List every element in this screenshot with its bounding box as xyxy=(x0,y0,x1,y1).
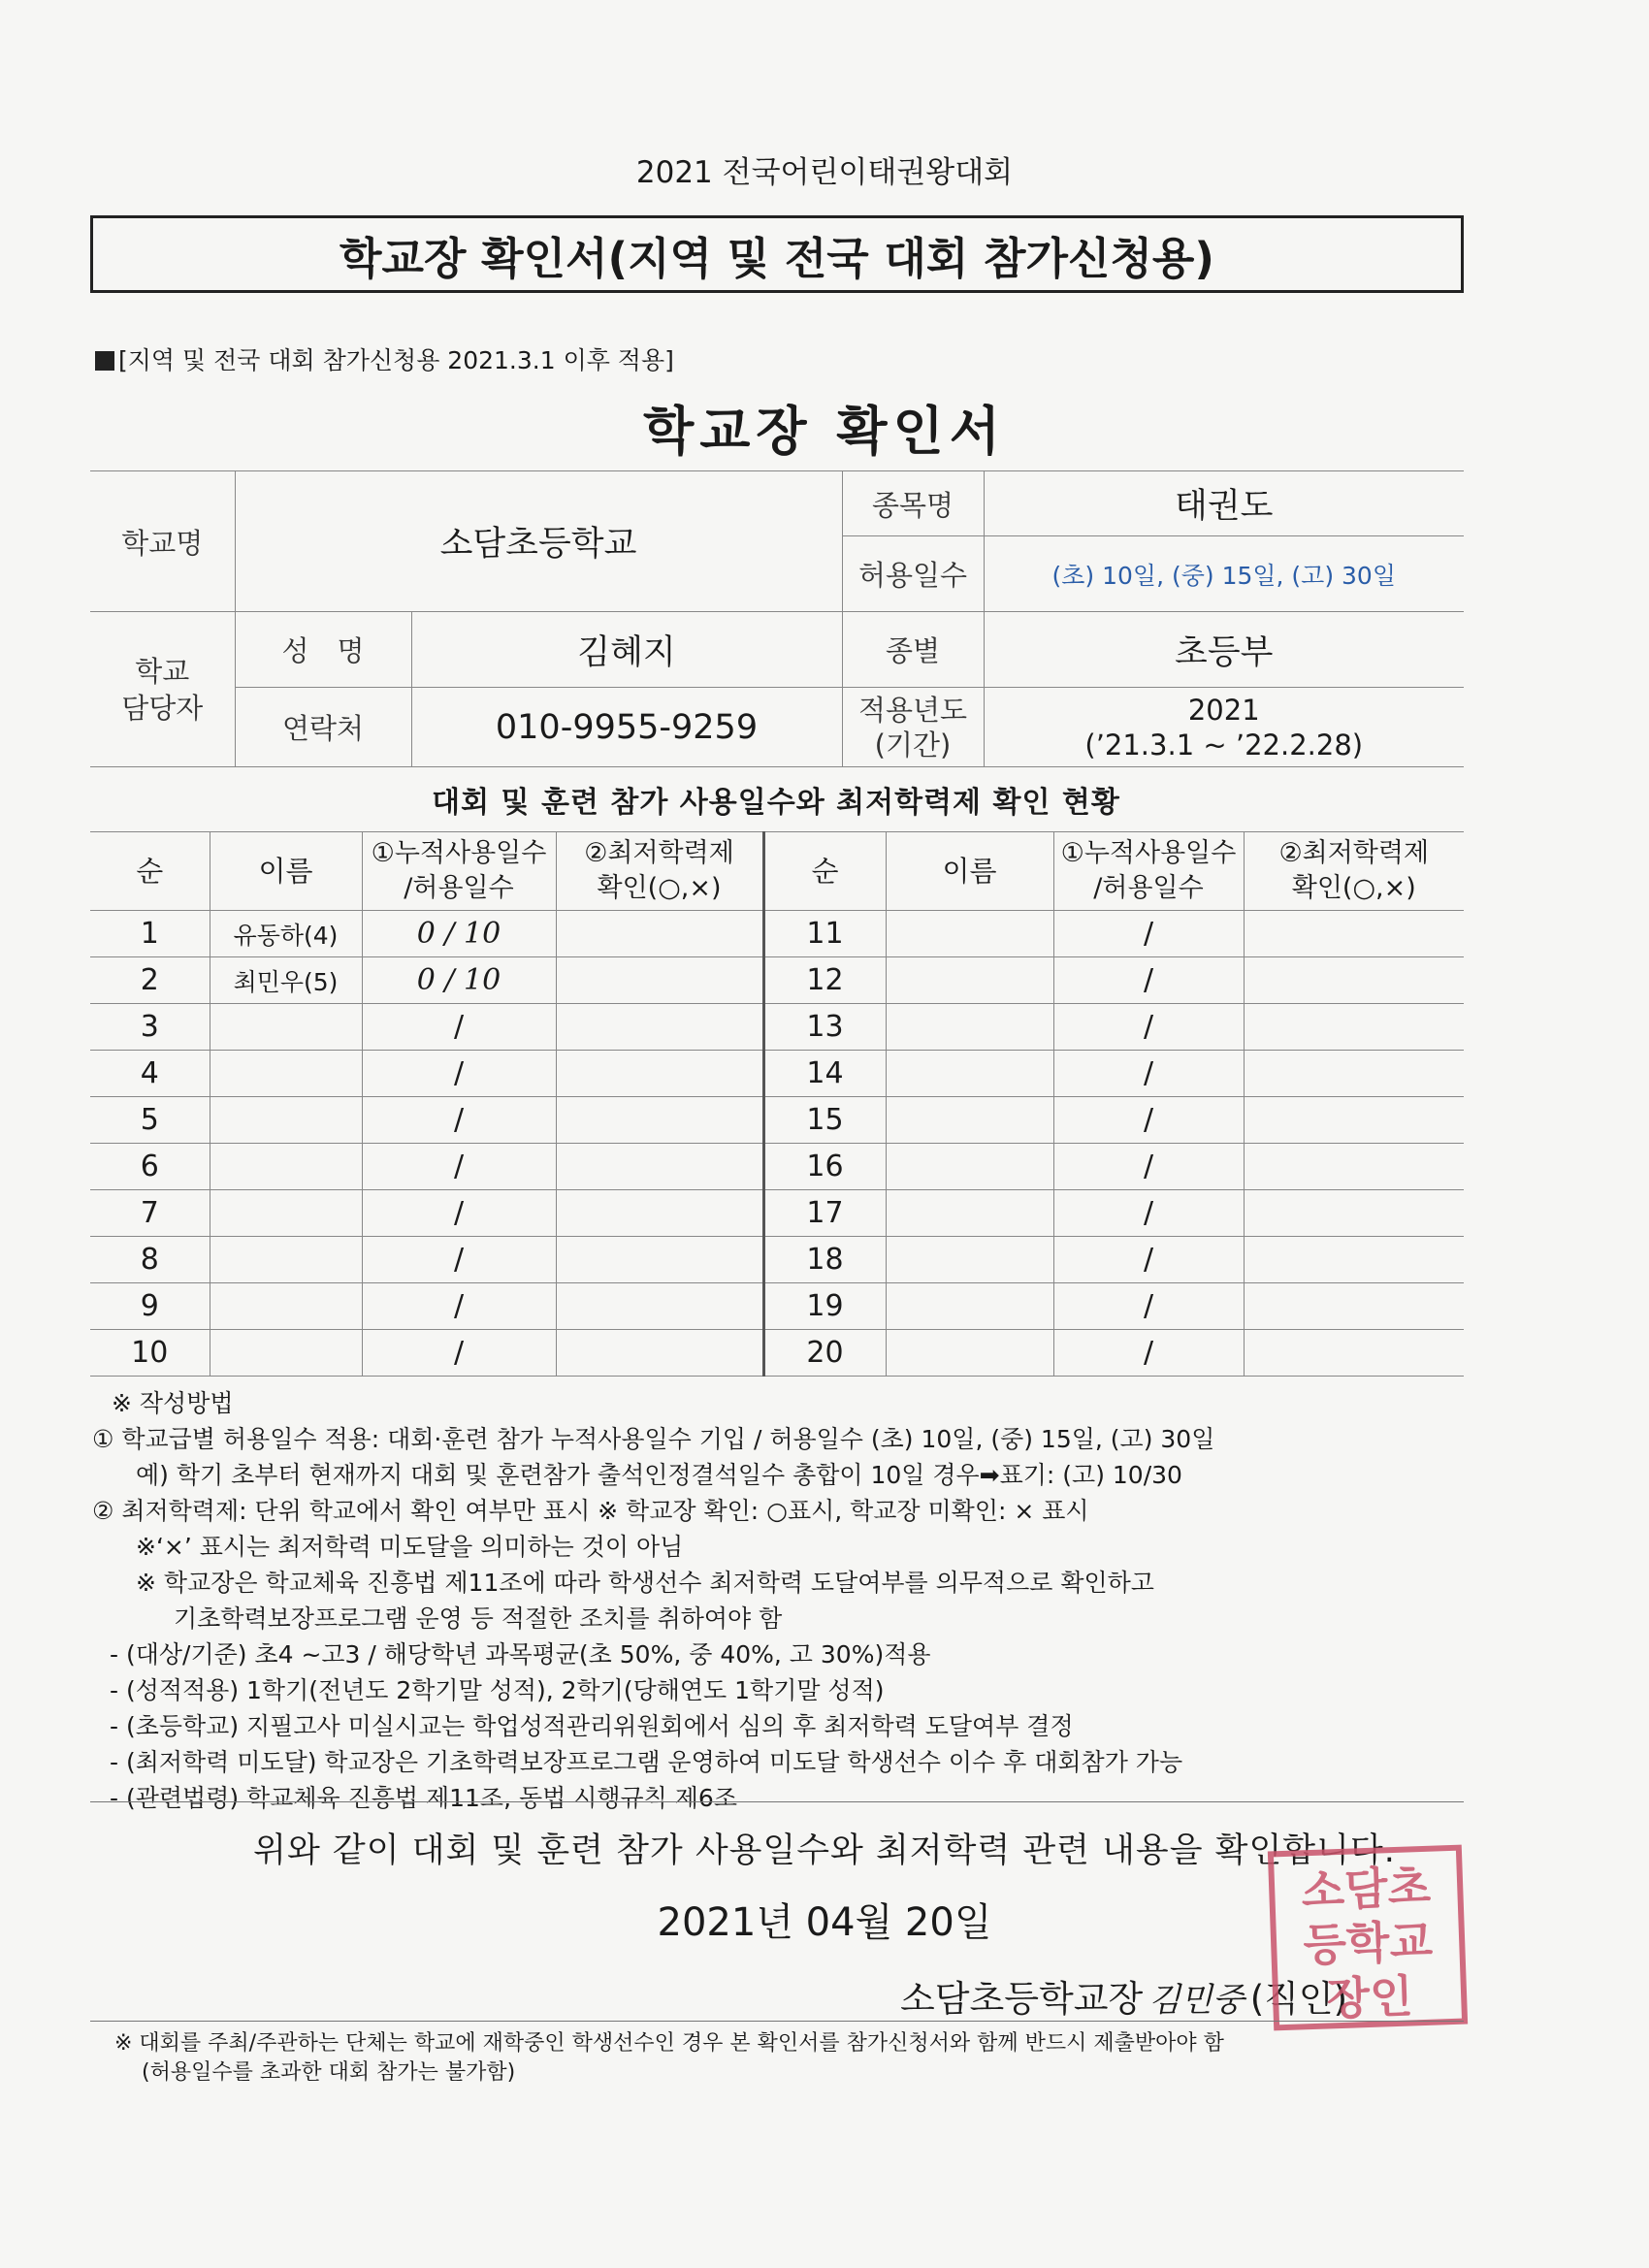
row-number: 18 xyxy=(763,1237,886,1283)
section-title: 대회 및 훈련 참가 사용일수와 최저학력제 확인 현황 xyxy=(432,786,1120,820)
row-number: 20 xyxy=(763,1330,886,1377)
student-name xyxy=(210,1237,362,1283)
student-name xyxy=(886,1283,1053,1330)
table-row xyxy=(90,911,1464,957)
note-line: - (성적적용) 1학기(전년도 2학기말 성적), 2학기(당해연도 1학기말 성적) xyxy=(110,1676,885,1704)
days-used-allowed: / xyxy=(1053,1283,1244,1330)
header-name: 이름 xyxy=(886,832,1053,911)
student-name: 유동하(4) xyxy=(210,911,362,957)
header-check: ②최저학력제 확인(○,×) xyxy=(1244,832,1464,911)
days-used-allowed: / xyxy=(1053,1051,1244,1097)
row-number: 9 xyxy=(90,1283,210,1330)
seal-mark: (직인) xyxy=(1249,1978,1348,2020)
days-used-allowed: / xyxy=(1053,1097,1244,1144)
min-academic-check xyxy=(1244,1051,1464,1097)
category-value: 초등부 xyxy=(984,612,1464,688)
manager-name-label: 성 명 xyxy=(235,612,411,688)
sport-value: 태권도 xyxy=(984,471,1464,536)
min-academic-check xyxy=(556,911,763,957)
student-name xyxy=(886,1330,1053,1377)
days-used-allowed: / xyxy=(362,1190,556,1237)
confirmation-text: 위와 같이 대회 및 훈련 참가 사용일수와 최저학력 관련 내용을 확인합니다. xyxy=(253,1831,1396,1870)
notes-heading: ※ 작성방법 xyxy=(112,1389,234,1417)
row-number: 5 xyxy=(90,1097,210,1144)
student-name xyxy=(886,1004,1053,1051)
header-no: 순 xyxy=(90,832,210,911)
handwritten-signature: 김민중 xyxy=(1148,1981,1245,2020)
table-row xyxy=(90,957,1464,1004)
school-name-label: 학교명 xyxy=(90,471,235,612)
student-name xyxy=(210,1004,362,1051)
row-number: 2 xyxy=(90,957,210,1004)
student-name xyxy=(210,1051,362,1097)
student-name xyxy=(886,957,1053,1004)
student-name xyxy=(886,1051,1053,1097)
subnote xyxy=(95,341,674,376)
school-name-value: 소담초등학교 xyxy=(235,471,842,612)
student-name xyxy=(886,911,1053,957)
student-name xyxy=(886,1190,1053,1237)
contact-label: 연락처 xyxy=(235,688,411,767)
divider xyxy=(90,1801,1464,1802)
days-used-allowed: / xyxy=(1053,911,1244,957)
days-used-allowed: 0 / 10 xyxy=(362,957,556,1004)
min-academic-check xyxy=(556,1190,763,1237)
min-academic-check xyxy=(1244,1237,1464,1283)
school-info-table xyxy=(90,470,1464,767)
table-row xyxy=(90,1004,1464,1051)
min-academic-check xyxy=(1244,1097,1464,1144)
min-academic-check xyxy=(556,1144,763,1190)
row-number: 15 xyxy=(763,1097,886,1144)
table-row xyxy=(90,1144,1464,1190)
roster-table xyxy=(90,831,1464,1377)
row-number: 19 xyxy=(763,1283,886,1330)
min-academic-check xyxy=(1244,1004,1464,1051)
subnote-text: [지역 및 전국 대회 참가신청용 2021.3.1 이후 적용] xyxy=(118,346,674,374)
note-line: - (초등학교) 지필고사 미실시교는 학업성적관리위원회에서 심의 후 최저학력 도달여부 결정 xyxy=(110,1712,1074,1740)
sport-label: 종목명 xyxy=(842,471,984,536)
row-number: 12 xyxy=(763,957,886,1004)
student-name: 최민우(5) xyxy=(210,957,362,1004)
days-used-allowed: / xyxy=(362,1144,556,1190)
table-row xyxy=(90,1190,1464,1237)
period-value: (’21.3.1 ~ ’22.2.28) xyxy=(1084,728,1364,761)
row-number: 17 xyxy=(763,1190,886,1237)
document-title-box: 학교장 확인서(지역 및 전국 대회 참가신청용) xyxy=(90,215,1464,293)
note-line: - (최저학력 미도달) 학교장은 기초학력보장프로그램 운영하여 미도달 학생선수 이수 후 대회참가 가능 xyxy=(110,1748,1183,1776)
year-value: 2021 xyxy=(1187,693,1260,727)
student-name xyxy=(210,1190,362,1237)
days-used-allowed: / xyxy=(362,1283,556,1330)
min-academic-check xyxy=(1244,911,1464,957)
days-used-allowed: / xyxy=(362,1237,556,1283)
min-academic-check xyxy=(556,1330,763,1377)
header-days: ①누적사용일수 /허용일수 xyxy=(362,832,556,911)
min-academic-check xyxy=(556,957,763,1004)
table-row xyxy=(90,1237,1464,1283)
category-label: 종별 xyxy=(842,612,984,688)
note-line: ② 최저학력제: 단위 학교에서 확인 여부만 표시 ※ 학교장 확인: ○표시, 학교장 미확인: × 표시 xyxy=(92,1497,1089,1525)
student-name xyxy=(886,1097,1053,1144)
days-used-allowed: / xyxy=(362,1097,556,1144)
table-row xyxy=(90,1330,1464,1377)
footnote xyxy=(114,2029,1472,2088)
main-title: 학교장 확인서 xyxy=(643,401,1006,462)
row-number: 14 xyxy=(763,1051,886,1097)
event-title: 2021 전국어린이태권왕대회 xyxy=(635,155,1014,190)
principal-title: 소담초등학교장 xyxy=(900,1978,1144,2020)
days-used-allowed: / xyxy=(1053,1144,1244,1190)
min-academic-check xyxy=(1244,1144,1464,1190)
min-academic-check xyxy=(556,1283,763,1330)
note-line: - (관련법령) 학교체육 진흥법 제11조, 동법 시행규칙 제6조 xyxy=(110,1784,737,1812)
year-cell xyxy=(984,688,1464,767)
student-name xyxy=(210,1283,362,1330)
header-no: 순 xyxy=(763,832,886,911)
days-used-allowed: / xyxy=(1053,1190,1244,1237)
writing-instructions xyxy=(92,1385,1470,1816)
student-name xyxy=(886,1144,1053,1190)
official-seal-stamp xyxy=(1268,1845,1468,2031)
header-name: 이름 xyxy=(210,832,362,911)
contact-value: 010-9955-9259 xyxy=(411,688,842,767)
seal-text: 소담초등학교장인 xyxy=(1300,1860,1434,2025)
row-number: 7 xyxy=(90,1190,210,1237)
days-used-allowed: / xyxy=(362,1051,556,1097)
row-number: 4 xyxy=(90,1051,210,1097)
min-academic-check xyxy=(556,1004,763,1051)
table-row xyxy=(90,1283,1464,1330)
row-number: 13 xyxy=(763,1004,886,1051)
note-line: ※ 학교장은 학교체육 진흥법 제11조에 따라 학생선수 최저학력 도달여부를 의무적으로 확인하고 xyxy=(136,1569,1154,1597)
row-number: 16 xyxy=(763,1144,886,1190)
roster-header-row xyxy=(90,832,1464,911)
header-days: ①누적사용일수 /허용일수 xyxy=(1053,832,1244,911)
row-number: 1 xyxy=(90,911,210,957)
manager-label: 학교 담당자 xyxy=(90,612,235,767)
min-academic-check xyxy=(1244,957,1464,1004)
note-line: ※‘×’ 표시는 최저학력 미도달을 의미하는 것이 아님 xyxy=(136,1533,684,1561)
row-number: 6 xyxy=(90,1144,210,1190)
days-used-allowed: / xyxy=(1053,1237,1244,1283)
days-used-allowed: / xyxy=(362,1004,556,1051)
min-academic-check xyxy=(556,1097,763,1144)
table-row xyxy=(90,1097,1464,1144)
footnote-line: (허용일수를 초과한 대회 참가는 불가함) xyxy=(142,2060,516,2085)
row-number: 10 xyxy=(90,1330,210,1377)
issue-date: 2021년 04월 20일 xyxy=(657,1900,992,1945)
note-line: 예) 학기 초부터 현재까지 대회 및 훈련참가 출석인정결석일수 총합이 10일 경우➡표기: (고) 10/30 xyxy=(136,1461,1182,1489)
year-label: 적용년도 (기간) xyxy=(842,688,984,767)
note-line: 기초학력보장프로그램 운영 등 적절한 조치를 취하여야 함 xyxy=(174,1604,783,1633)
student-name xyxy=(210,1097,362,1144)
square-bullet-icon xyxy=(95,351,114,371)
row-number: 3 xyxy=(90,1004,210,1051)
allowed-days-label: 허용일수 xyxy=(842,536,984,612)
days-used-allowed: 0 / 10 xyxy=(362,911,556,957)
min-academic-check xyxy=(556,1051,763,1097)
days-used-allowed: / xyxy=(362,1330,556,1377)
student-name xyxy=(886,1237,1053,1283)
divider xyxy=(90,2021,1464,2022)
note-line: ① 학교급별 허용일수 적용: 대회·훈련 참가 누적사용일수 기입 / 허용일수 (초) 10일, (중) 15일, (고) 30일 xyxy=(92,1425,1215,1453)
days-used-allowed: / xyxy=(1053,1004,1244,1051)
days-used-allowed: / xyxy=(1053,1330,1244,1377)
min-academic-check xyxy=(1244,1330,1464,1377)
student-name xyxy=(210,1330,362,1377)
manager-name-value: 김혜지 xyxy=(411,612,842,688)
table-row xyxy=(90,1051,1464,1097)
days-used-allowed: / xyxy=(1053,957,1244,1004)
row-number: 8 xyxy=(90,1237,210,1283)
student-name xyxy=(210,1144,362,1190)
min-academic-check xyxy=(1244,1190,1464,1237)
min-academic-check xyxy=(1244,1283,1464,1330)
allowed-days-value: (초) 10일, (중) 15일, (고) 30일 xyxy=(984,536,1464,612)
row-number: 11 xyxy=(763,911,886,957)
footnote-line: ※ 대회를 주최/주관하는 단체는 학교에 재학중인 학생선수인 경우 본 확인서를 참가신청서와 함께 반드시 제출받아야 함 xyxy=(114,2031,1224,2056)
note-line: - (대상/기준) 초4 ~고3 / 해당학년 과목평균(초 50%, 중 40%, 고 30%)적용 xyxy=(110,1640,931,1669)
min-academic-check xyxy=(556,1237,763,1283)
header-check: ②최저학력제 확인(○,×) xyxy=(556,832,763,911)
